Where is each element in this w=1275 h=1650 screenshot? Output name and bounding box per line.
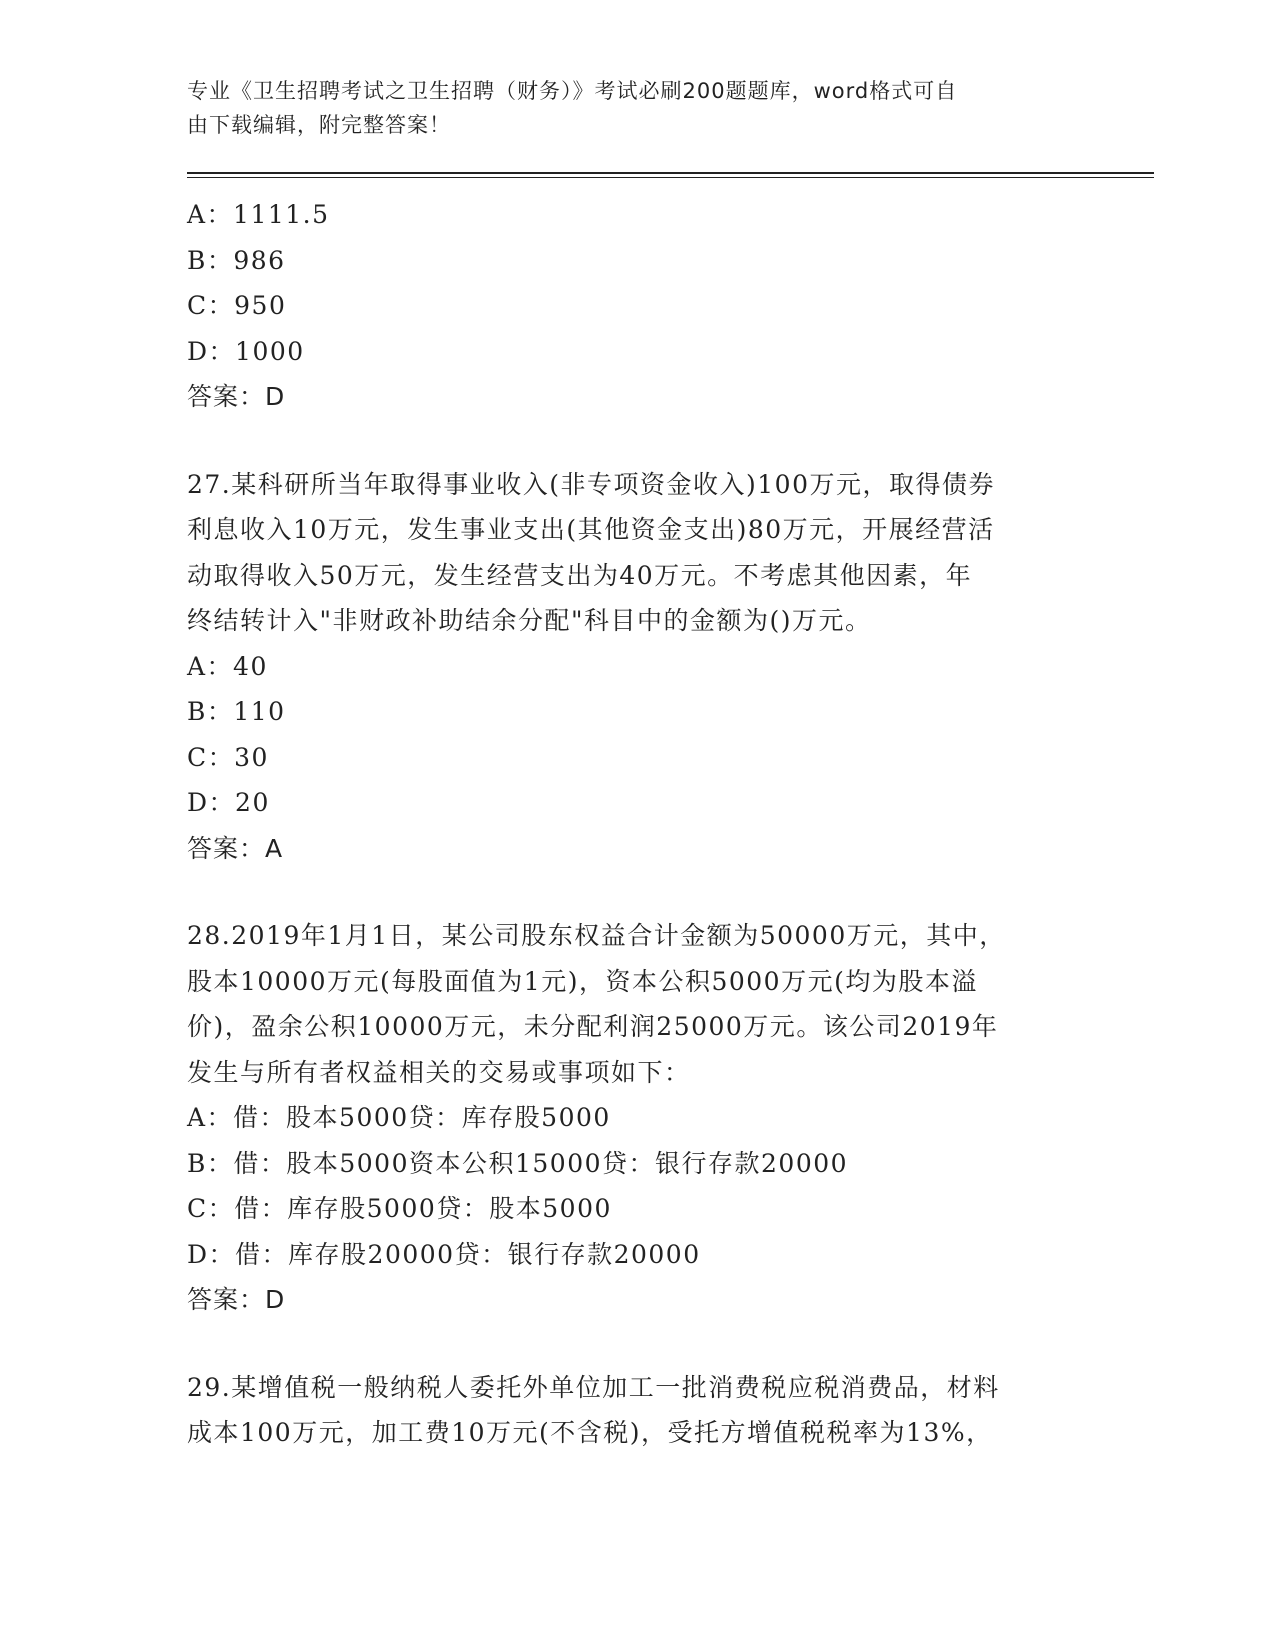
question-29 [187,1365,1087,1456]
option-b: B：借：股本5000资本公积15000贷：银行存款20000 [187,1148,849,1178]
question-spacer [187,420,1087,462]
question-spacer [187,871,1087,913]
question-28 [187,913,1087,1323]
stem-line: 利息收入10万元，发生事业支出(其他资金支出)80万元，开展经营活 [187,515,995,544]
question-27 [187,462,1087,872]
option-d: D：20 [187,788,270,817]
stem-line: 27.某科研所当年取得事业收入(非专项资金收入)100万元，取得债券 [187,469,995,499]
header-line-2: 由下载编辑，附完整答案！ [187,113,451,137]
option-b: B：110 [187,697,286,726]
stem-line: 终结转计入"非财政补助结余分配"科目中的金额为()万元。 [187,606,872,635]
stem-line: 股本10000万元(每股面值为1元)，资本公积5000万元(均为股本溢 [187,966,978,996]
option-d: D：1000 [187,336,305,366]
stem-line: 29.某增值税一般纳税人委托外单位加工一批消费税应税消费品，材料 [187,1372,1000,1402]
question-27-stem [187,462,1087,644]
stem-line: 动取得收入50万元，发生经营支出为40万元。不考虑其他因素，年 [187,560,973,590]
question-list [187,192,1087,1456]
stem-line: 价)，盈余公积10000万元，未分配利润25000万元。该公司2019年 [187,1012,999,1041]
stem-line: 成本100万元，加工费10万元(不含税)，受托方增值税税率为13%， [187,1418,993,1447]
option-a: A：40 [187,651,268,681]
stem-line: 28.2019年1月1日，某公司股东权益合计金额为50000万元，其中， [187,921,1006,950]
option-c: C：借：库存股5000贷：股本5000 [187,1194,612,1223]
option-c: C：950 [187,291,287,320]
question-29-stem [187,1365,1087,1456]
question-spacer [187,1323,1087,1365]
question-28-stem [187,913,1087,1095]
stem-line: 发生与所有者权益相关的交易或事项如下： [187,1057,691,1087]
option-a: A：1111.5 [187,200,330,229]
question-27-answer: 答案：A [187,833,284,863]
option-b: B：986 [187,245,286,275]
document-header [187,74,1067,142]
header-rule-thin [187,177,1154,178]
header-line-1: 专业《卫生招聘考试之卫生招聘（财务）》考试必刷200题题库，word格式可自 [187,79,958,103]
question-28-answer: 答案：D [187,1285,286,1314]
header-rule-thick [187,172,1154,174]
option-d: D：借：库存股20000贷：银行存款20000 [187,1239,701,1269]
option-a: A：借：股本5000贷：库存股5000 [187,1103,611,1132]
question-26-answer: 答案：D [187,382,286,411]
option-c: C：30 [187,742,269,772]
question-26-options [187,192,1087,374]
